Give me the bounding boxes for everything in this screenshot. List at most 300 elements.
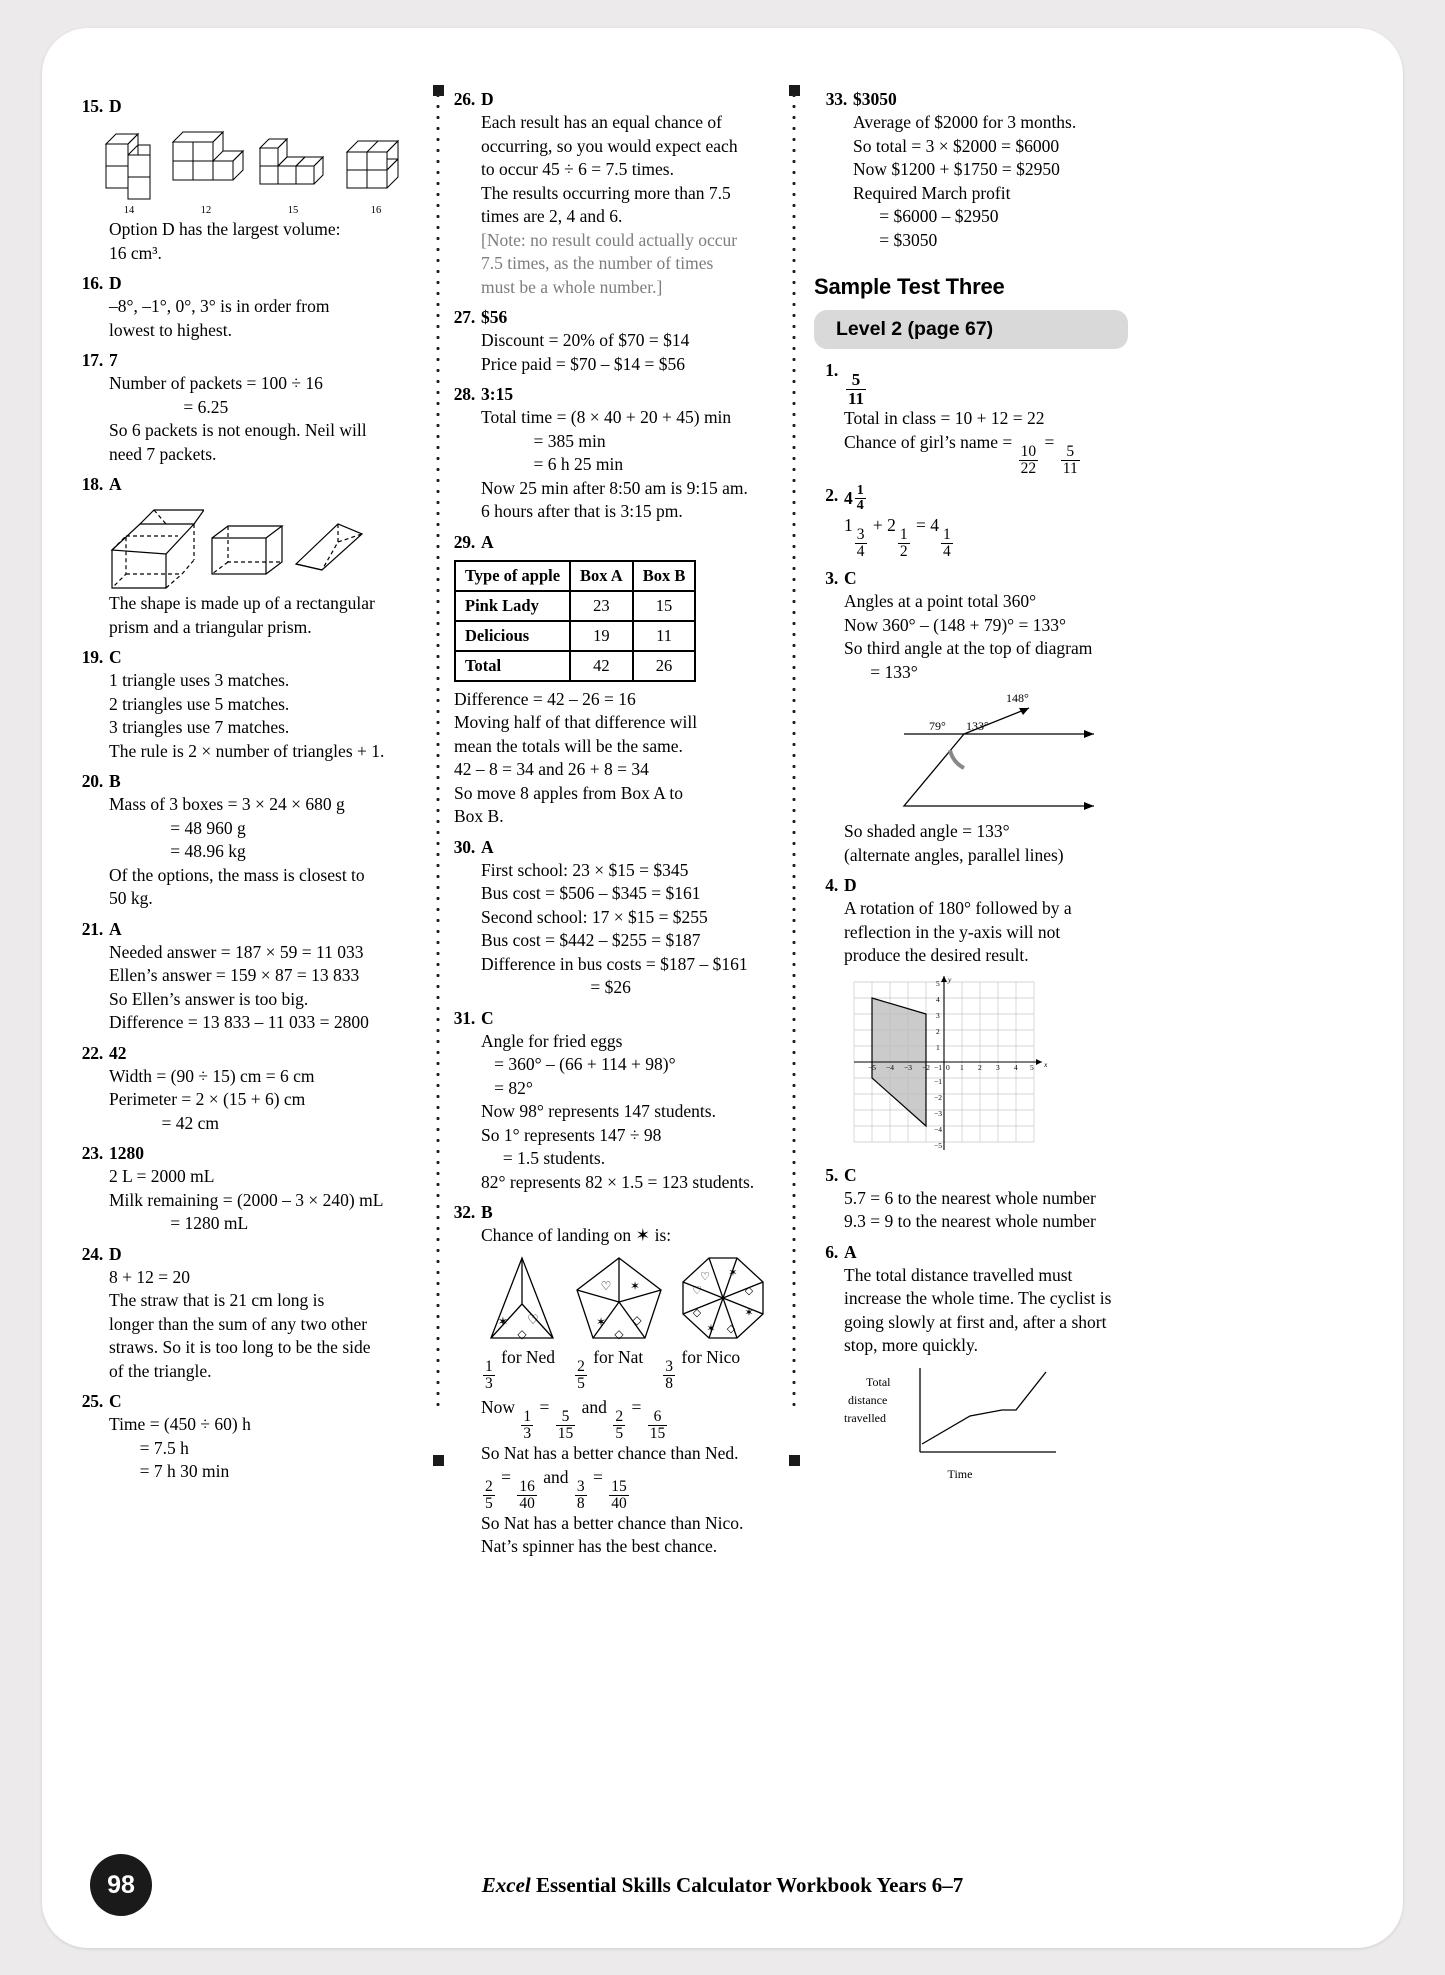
x-tick: 0 bbox=[946, 1062, 950, 1072]
body-line: = 42 cm bbox=[109, 1112, 219, 1133]
body-line: straws. So it is too long to be the side bbox=[109, 1337, 371, 1357]
body-line: Total in class = 10 + 12 = 22 bbox=[844, 408, 1045, 429]
rect-prism-figure bbox=[208, 524, 288, 584]
x-tick: 5 bbox=[1030, 1062, 1034, 1072]
body-line: Bus cost = $442 – $255 = $187 bbox=[481, 930, 701, 950]
table-header-row bbox=[455, 561, 695, 591]
body-line: 3 triangles use 7 matches. bbox=[109, 717, 290, 737]
body-line: So Nat has a better chance than Ned. bbox=[481, 1443, 739, 1464]
y-tick: 3 bbox=[936, 1010, 940, 1020]
frac-den: 22 bbox=[1020, 459, 1037, 477]
item-number: 16. bbox=[81, 273, 103, 293]
figure-caption: 16 bbox=[370, 205, 382, 216]
frac-den: 8 bbox=[665, 1374, 673, 1392]
body-line: So 1° represents 147 ÷ 98 bbox=[481, 1124, 662, 1145]
answer-item-25 bbox=[70, 1390, 406, 1413]
item-answer: 42 bbox=[109, 1042, 127, 1063]
column-header: Box B bbox=[633, 561, 696, 591]
house-prism-figure bbox=[104, 502, 204, 590]
body-line: Width = (90 ÷ 15) cm = 6 cm bbox=[109, 1065, 315, 1086]
x-tick: −3 bbox=[904, 1062, 912, 1072]
frac-den: 40 bbox=[611, 1494, 627, 1512]
answer-body-33 bbox=[814, 111, 1150, 252]
body-line: = 7.5 h bbox=[109, 1437, 189, 1458]
item-answer: A bbox=[109, 918, 122, 939]
item-number: 25. bbox=[81, 1391, 103, 1411]
x-tick: 4 bbox=[1014, 1062, 1018, 1072]
answer-body-26 bbox=[442, 111, 778, 299]
body-line: Number of packets = 100 ÷ 16 bbox=[109, 373, 323, 393]
item-number: 21. bbox=[81, 918, 103, 939]
page-number-badge: 98 bbox=[90, 1854, 152, 1916]
svg-text:✶: ✶ bbox=[497, 1313, 509, 1329]
body-line: Bus cost = $506 – $345 = $161 bbox=[481, 883, 701, 903]
body-line: Difference in bus costs = $187 – $161 bbox=[481, 953, 748, 974]
item-number: 27. bbox=[453, 307, 475, 327]
answer-body-28 bbox=[442, 406, 778, 524]
body-line: The results occurring more than 7.5 bbox=[481, 182, 731, 203]
body-line: mean the totals will be the same. bbox=[454, 735, 683, 756]
svg-text:♡: ♡ bbox=[700, 1270, 710, 1283]
body-line: longer than the sum of any two other bbox=[109, 1313, 368, 1334]
answer-body-27 bbox=[442, 329, 778, 376]
frac-den: 4 bbox=[856, 498, 864, 514]
level-banner: Level 2 (page 67) bbox=[814, 310, 1128, 349]
spinner-label: for Nat bbox=[593, 1346, 644, 1367]
body-line: occurring, so you would expect each bbox=[481, 135, 738, 156]
whole-part: 2 bbox=[887, 515, 896, 536]
body-line: to occur 45 ÷ 6 = 7.5 times. bbox=[481, 159, 674, 179]
frac-den: 4 bbox=[856, 543, 865, 561]
body-line: need 7 packets. bbox=[109, 443, 217, 464]
item-number: 15. bbox=[81, 96, 103, 116]
answer-item-t3-4 bbox=[814, 874, 1150, 897]
item-answer: $56 bbox=[481, 307, 508, 327]
frac-num: 2 bbox=[485, 1477, 493, 1495]
spinner-label: for Ned bbox=[501, 1346, 556, 1367]
note-line: [Note: no result could actually occur bbox=[481, 229, 738, 250]
answer-item-32 bbox=[442, 1201, 778, 1224]
spinner-thirds-icon bbox=[481, 1254, 563, 1344]
item-number: 2. bbox=[825, 484, 838, 505]
answer-item-30 bbox=[442, 836, 778, 859]
body-line: = 6 h 25 min bbox=[481, 454, 624, 474]
answer-body-t3-3 bbox=[814, 590, 1150, 684]
x-axis-label: x bbox=[1044, 1059, 1048, 1069]
svg-text:✶: ✶ bbox=[728, 1266, 738, 1279]
mixed-sum-expression: 1 $\frac{3}{4}$ + 2 $\frac{1}{2}$ = 4 $\frac{1}{4}$ bbox=[844, 515, 951, 561]
item-answer: C bbox=[844, 1164, 857, 1185]
answer-body-19 bbox=[70, 669, 406, 763]
answer-body-24 bbox=[70, 1266, 406, 1384]
column-header: Type of apple bbox=[455, 561, 570, 591]
svg-text:✶: ✶ bbox=[706, 1322, 716, 1335]
body-line: Milk remaining = (2000 – 3 × 240) mL bbox=[109, 1189, 384, 1210]
answer-body-22 bbox=[70, 1065, 406, 1136]
body-line: So Ellen’s answer is too big. bbox=[109, 988, 309, 1009]
answers-columns bbox=[70, 88, 1380, 1557]
body-line: Discount = 20% of $70 = $14 bbox=[481, 330, 690, 350]
item-number: 19. bbox=[81, 647, 103, 667]
answer-item-t3-5 bbox=[814, 1164, 1150, 1187]
whole-part: 4 bbox=[844, 488, 853, 509]
whole-part: 4 bbox=[930, 515, 939, 536]
body-line: Now 360° – (148 + 79)° = 133° bbox=[844, 614, 1067, 635]
body-line: 1 triangle uses 3 matches. bbox=[109, 670, 290, 690]
cube-figure-c bbox=[254, 124, 332, 202]
body-line: Now 98° represents 147 students. bbox=[481, 1101, 716, 1121]
cube-figure-b bbox=[167, 124, 245, 202]
answer-body-30 bbox=[442, 859, 778, 1000]
body-line: = 360° – (66 + 114 + 98)° bbox=[481, 1054, 676, 1074]
item-number: 31. bbox=[453, 1007, 475, 1028]
cell: 42 bbox=[570, 651, 633, 681]
answer-body-t3-3b bbox=[814, 820, 1150, 867]
svg-text:✶: ✶ bbox=[744, 1306, 754, 1319]
body-line: = 1.5 students. bbox=[481, 1148, 606, 1168]
body-line: = 385 min bbox=[481, 430, 606, 451]
answer-body-16 bbox=[70, 295, 406, 342]
body-line: Angle for fried eggs bbox=[481, 1030, 623, 1051]
body-line: The rule is 2 × number of triangles + 1. bbox=[109, 740, 385, 761]
svg-text:◇: ◇ bbox=[614, 1326, 624, 1341]
frac-num: 6 bbox=[648, 1409, 668, 1426]
body-line: So third angle at the top of diagram bbox=[844, 638, 1093, 659]
svg-text:♡: ♡ bbox=[527, 1311, 539, 1327]
angle-label-133: 133° bbox=[966, 719, 989, 734]
body-line: = 1280 mL bbox=[109, 1213, 249, 1233]
answer-body-21 bbox=[70, 941, 406, 1035]
and-word: and bbox=[581, 1396, 607, 1417]
answer-item-19 bbox=[70, 646, 406, 669]
body-line: going slowly at first and, after a short bbox=[844, 1311, 1107, 1332]
x-tick: 1 bbox=[960, 1062, 964, 1072]
body-line: Difference = 42 – 26 = 16 bbox=[454, 688, 636, 709]
cell: 19 bbox=[570, 621, 633, 651]
item-answer: D bbox=[109, 273, 122, 293]
item-number: 3. bbox=[825, 568, 838, 589]
body-line: = $3050 bbox=[853, 229, 938, 250]
body-line: 16 cm³. bbox=[109, 242, 162, 263]
figure-caption: 14 bbox=[123, 205, 135, 216]
body-line: increase the whole time. The cyclist is bbox=[844, 1288, 1112, 1309]
item-answer: C bbox=[481, 1007, 494, 1028]
body-line: 5.7 = 6 to the nearest whole number bbox=[844, 1187, 1096, 1208]
row-label: Delicious bbox=[455, 621, 570, 651]
body-line: The total distance travelled must bbox=[844, 1264, 1073, 1285]
body-line: Of the options, the mass is closest to bbox=[109, 864, 365, 885]
item-number: 28. bbox=[453, 384, 475, 404]
svg-text:◇: ◇ bbox=[517, 1326, 527, 1341]
body-line: So move 8 apples from Box A to bbox=[454, 782, 683, 803]
item-answer: 7 bbox=[109, 350, 118, 370]
answer-item-26 bbox=[442, 88, 778, 111]
item-number: 33. bbox=[825, 89, 847, 109]
angle-label-79: 79° bbox=[929, 719, 946, 734]
answer-item-22 bbox=[70, 1042, 406, 1065]
cell: 11 bbox=[633, 621, 696, 651]
y-axis-label: y bbox=[948, 974, 952, 984]
body-line: times are 2, 4 and 6. bbox=[481, 206, 623, 226]
frac-num: 16 bbox=[519, 1477, 535, 1495]
body-line: Difference = 13 833 – 11 033 = 2800 bbox=[109, 1012, 369, 1032]
body-line: = 133° bbox=[844, 661, 918, 682]
frac-den: 15 bbox=[649, 1424, 666, 1442]
spinner-intro: Chance of landing on ✶ is: bbox=[481, 1225, 672, 1245]
body-line: Each result has an equal chance of bbox=[481, 112, 722, 132]
workbook-page bbox=[42, 28, 1403, 1948]
item-number: 29. bbox=[453, 531, 475, 552]
answer-body-t3-4 bbox=[814, 897, 1150, 968]
frac-den: 3 bbox=[485, 1374, 493, 1392]
item-answer: C bbox=[844, 568, 857, 589]
body-line: 50 kg. bbox=[109, 888, 153, 908]
frac-den: 5 bbox=[615, 1424, 624, 1442]
footer-title bbox=[42, 1873, 1403, 1898]
x-tick: −1 bbox=[934, 1062, 942, 1072]
cell: 15 bbox=[633, 591, 696, 621]
body-line: Needed answer = 187 × 59 = 11 033 bbox=[109, 941, 364, 962]
y-axis-label-line: Total bbox=[866, 1374, 891, 1389]
y-tick: −5 bbox=[934, 1140, 942, 1150]
body-line: of the triangle. bbox=[109, 1360, 212, 1381]
body-line: So total = 3 × $2000 = $6000 bbox=[853, 135, 1060, 156]
answer-body-31 bbox=[442, 1030, 778, 1195]
body-line: Price paid = $70 – $14 = $56 bbox=[481, 353, 685, 374]
spinner-label: for Nico bbox=[681, 1346, 741, 1367]
frac-den: 11 bbox=[848, 388, 865, 408]
column-3 bbox=[788, 88, 1160, 1481]
answer-body-32 bbox=[442, 1224, 778, 1559]
body-line: 42 – 8 = 34 and 26 + 8 = 34 bbox=[454, 759, 649, 779]
item-number: 30. bbox=[453, 836, 475, 857]
y-tick: −3 bbox=[934, 1108, 942, 1118]
item-number: 17. bbox=[81, 350, 103, 370]
item-answer: D bbox=[844, 875, 857, 896]
spinner-eighths-icon bbox=[675, 1254, 771, 1344]
x-tick: 3 bbox=[996, 1062, 1000, 1072]
answer-body-25 bbox=[70, 1413, 406, 1484]
spinner-figures bbox=[481, 1254, 778, 1344]
svg-text:♡: ♡ bbox=[600, 1278, 612, 1293]
frac-num: 1 bbox=[899, 526, 908, 544]
svg-text:♡: ♡ bbox=[692, 1284, 702, 1297]
body-line: 6 hours after that is 3:15 pm. bbox=[481, 501, 683, 521]
svg-text:◇: ◇ bbox=[692, 1306, 702, 1319]
section-title: Sample Test Three bbox=[814, 274, 1005, 299]
answer-item-16 bbox=[70, 272, 406, 295]
answer-item-20 bbox=[70, 770, 406, 793]
body-line: The shape is made up of a rectangular bbox=[109, 593, 375, 613]
now-word: Now bbox=[481, 1396, 516, 1417]
triangular-prism-figure bbox=[292, 520, 368, 576]
svg-text:◇: ◇ bbox=[726, 1322, 736, 1335]
item-number: 18. bbox=[81, 474, 103, 494]
answer-item-29 bbox=[442, 531, 778, 554]
frac-den: 5 bbox=[577, 1374, 585, 1392]
item-answer: B bbox=[481, 1202, 493, 1222]
note-line: 7.5 times, as the number of times bbox=[481, 253, 714, 273]
body-line: prism and a triangular prism. bbox=[109, 616, 312, 637]
body-line: lowest to highest. bbox=[109, 319, 232, 340]
row-label: Pink Lady bbox=[455, 591, 570, 621]
footer-brand: Excel bbox=[481, 1873, 531, 1897]
frac-num: 1 bbox=[485, 1357, 493, 1375]
y-tick: 4 bbox=[936, 994, 940, 1004]
column-2 bbox=[416, 88, 788, 1557]
frac-den: 3 bbox=[523, 1424, 532, 1442]
body-line: Total time = (8 × 40 + 20 + 45) min bbox=[481, 407, 732, 427]
x-tick: −5 bbox=[868, 1062, 876, 1072]
frac-num: 2 bbox=[577, 1357, 585, 1375]
answer-body-18 bbox=[70, 592, 406, 639]
frac-den: 8 bbox=[576, 1494, 585, 1512]
column-header: Box A bbox=[570, 561, 633, 591]
apple-box-table bbox=[454, 560, 696, 682]
answer-item-17 bbox=[70, 349, 406, 372]
answer-body-29 bbox=[442, 688, 778, 829]
answer-item-28 bbox=[442, 383, 778, 406]
item-answer: 1280 bbox=[109, 1143, 144, 1163]
body-line: Perimeter = 2 × (15 + 6) cm bbox=[109, 1089, 306, 1109]
row-label: Total bbox=[455, 651, 570, 681]
svg-text:✶: ✶ bbox=[595, 1314, 607, 1329]
frac-num: 3 bbox=[856, 526, 865, 544]
answer-body-t3-6 bbox=[814, 1264, 1150, 1358]
table-row bbox=[455, 651, 695, 681]
cell: 23 bbox=[570, 591, 633, 621]
body-line: 2 triangles use 5 matches. bbox=[109, 693, 290, 714]
answer-item-31 bbox=[442, 1007, 778, 1030]
item-number: 24. bbox=[81, 1243, 103, 1264]
y-axis-label-line: travelled bbox=[844, 1410, 886, 1425]
body-line: reflection in the y-axis will not bbox=[844, 921, 1061, 942]
answer-item-15 bbox=[70, 95, 406, 118]
cell: 26 bbox=[633, 651, 696, 681]
table-row bbox=[455, 621, 695, 651]
item-answer: C bbox=[109, 1391, 122, 1411]
answer-body-15 bbox=[70, 218, 406, 265]
body-line: produce the desired result. bbox=[844, 945, 1029, 966]
y-tick: 5 bbox=[936, 978, 940, 988]
body-line: = 48 960 g bbox=[109, 817, 246, 838]
answer-body-23 bbox=[70, 1165, 406, 1236]
item-answer-fraction bbox=[844, 359, 868, 407]
frac-num: 10 bbox=[1020, 442, 1037, 460]
frac-den: 15 bbox=[557, 1424, 574, 1442]
body-line: –8°, –1°, 0°, 3° is in order from bbox=[109, 296, 330, 316]
and-word: and bbox=[543, 1466, 569, 1487]
item-answer: $3050 bbox=[853, 89, 897, 109]
item-number: 20. bbox=[81, 771, 103, 791]
x-tick: −4 bbox=[886, 1062, 894, 1072]
item-answer-mixed bbox=[844, 484, 868, 514]
angles-diagram bbox=[844, 688, 1114, 818]
column-1 bbox=[70, 88, 416, 1481]
frac-num: 2 bbox=[615, 1407, 624, 1425]
cube-figure-d bbox=[341, 124, 411, 202]
body-line: = $6000 – $2950 bbox=[853, 206, 999, 226]
item-answer: D bbox=[109, 1243, 122, 1264]
answer-item-21 bbox=[70, 918, 406, 941]
answer-item-t3-6 bbox=[814, 1241, 1150, 1264]
body-line: 82° represents 82 × 1.5 = 123 students. bbox=[481, 1171, 755, 1192]
body-line: Angles at a point total 360° bbox=[844, 591, 1037, 612]
body-line: Ellen’s answer = 159 × 87 = 13 833 bbox=[109, 965, 360, 985]
answer-item-24 bbox=[70, 1243, 406, 1266]
svg-text:◇: ◇ bbox=[744, 1284, 754, 1297]
frac-den: 5 bbox=[485, 1494, 493, 1512]
item-number: 26. bbox=[453, 89, 475, 109]
body-line: Time = (450 ÷ 60) h bbox=[109, 1414, 251, 1434]
item-answer: C bbox=[109, 647, 122, 667]
x-tick: −2 bbox=[922, 1062, 930, 1072]
frac-den: 4 bbox=[943, 543, 951, 561]
body-line: = $26 bbox=[481, 977, 631, 997]
item-answer: A bbox=[481, 836, 494, 857]
answer-body-t3-2 bbox=[814, 514, 1150, 560]
answer-body-t3-1 bbox=[814, 407, 1150, 477]
answer-item-27 bbox=[442, 306, 778, 329]
frac-num: 1 bbox=[856, 482, 864, 498]
y-tick: −1 bbox=[934, 1076, 942, 1086]
body-line: = 6.25 bbox=[109, 396, 229, 417]
body-line: (alternate angles, parallel lines) bbox=[844, 844, 1064, 865]
answer-item-t3-1 bbox=[814, 359, 1150, 407]
svg-text:◇: ◇ bbox=[632, 1312, 642, 1327]
body-line: Moving half of that difference will bbox=[454, 712, 698, 732]
item-number: 6. bbox=[825, 1241, 838, 1262]
item-number: 1. bbox=[825, 360, 838, 380]
distance-time-graph bbox=[840, 1364, 1080, 1484]
body-line: = 82° bbox=[481, 1077, 533, 1098]
body-line: First school: 23 × $15 = $345 bbox=[481, 859, 689, 880]
note-line: must be a whole number.] bbox=[481, 276, 663, 297]
spinner-fraction-labels bbox=[481, 1346, 778, 1392]
y-tick: −2 bbox=[934, 1092, 942, 1102]
body-line: = 48.96 kg bbox=[109, 841, 246, 861]
answer-item-33 bbox=[814, 88, 1150, 111]
y-axis-label-line: distance bbox=[848, 1392, 888, 1407]
item-number: 22. bbox=[81, 1042, 103, 1063]
item-answer: D bbox=[109, 96, 122, 116]
body-line: 8 + 12 = 20 bbox=[109, 1266, 190, 1287]
frac-num: 5 bbox=[846, 371, 866, 390]
body-line: Option D has the largest volume: bbox=[109, 219, 341, 239]
item-number: 32. bbox=[453, 1202, 475, 1222]
answer-body-17 bbox=[70, 372, 406, 466]
item-answer: 3:15 bbox=[481, 384, 514, 404]
x-axis-label: Time bbox=[947, 1466, 973, 1481]
frac-den: 11 bbox=[1062, 459, 1078, 477]
cube-figure-a bbox=[100, 124, 158, 202]
answer-item-t3-2 bbox=[814, 484, 1150, 514]
chance-label: Chance of girl’s name = bbox=[844, 431, 1013, 452]
chance-expression: Chance of girl’s name = $\frac{10}{22}$ = $\frac{5}{11}$ bbox=[844, 431, 1078, 477]
item-answer: A bbox=[844, 1241, 857, 1262]
svg-text:✶: ✶ bbox=[629, 1278, 641, 1293]
whole-part: 1 bbox=[844, 515, 853, 536]
answer-body-t3-5 bbox=[814, 1187, 1150, 1234]
frac-num: 5 bbox=[1061, 444, 1080, 461]
body-line: = 7 h 30 min bbox=[109, 1461, 230, 1481]
frac-num: 5 bbox=[556, 1409, 576, 1426]
table-row bbox=[455, 591, 695, 621]
footer-rest: Essential Skills Calculator Workbook Years 6–7 bbox=[530, 1873, 964, 1897]
body-line: Average of $2000 for 3 months. bbox=[853, 112, 1077, 132]
answer-item-23 bbox=[70, 1142, 406, 1165]
answer-item-t3-3 bbox=[814, 567, 1150, 590]
